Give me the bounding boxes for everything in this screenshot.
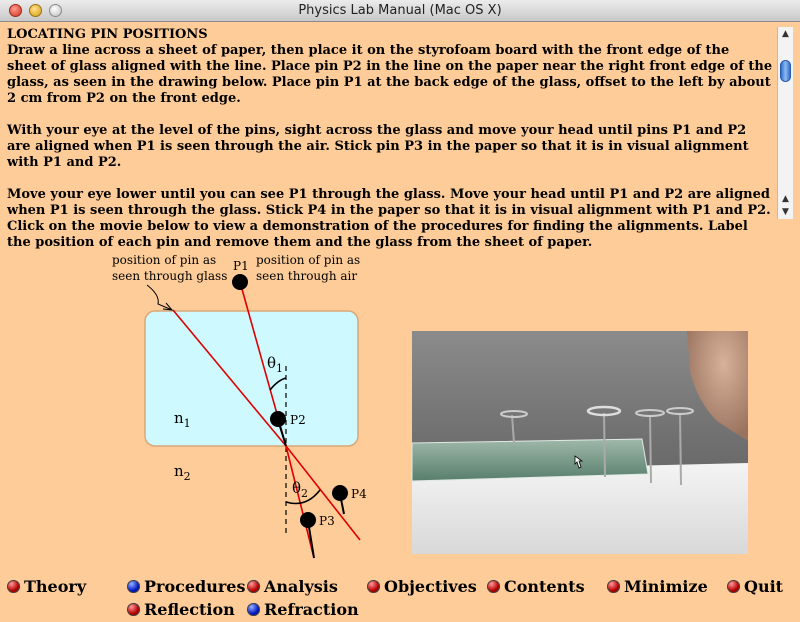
analysis-button[interactable]: Analysis <box>247 576 338 596</box>
red-bullet-icon <box>607 580 620 593</box>
quit-button[interactable]: Quit <box>727 576 783 596</box>
demonstration-movie[interactable] <box>412 331 748 554</box>
contents-button[interactable]: Contents <box>487 576 585 596</box>
paragraph-1: Draw a line across a sheet of paper, then place it on the styrofoam board with the front edge of the sheet of glass aligned with the line. Place pin P2 in the line on the paper near the right front edge of the glass, as seen in the drawing below. Place pin P1 at the back edge of the glass, offset to the left by about 2 cm from P2 on the front edge. <box>7 43 773 106</box>
label-p3: P3 <box>319 514 335 528</box>
refraction-button[interactable]: Refraction <box>247 599 359 619</box>
pin-p2 <box>270 411 286 427</box>
theory-button[interactable]: Theory <box>7 576 86 596</box>
red-bullet-icon <box>487 580 500 593</box>
objectives-button[interactable]: Objectives <box>367 576 477 596</box>
red-bullet-icon <box>7 580 20 593</box>
instructions-text <box>7 27 773 250</box>
procedures-button[interactable]: Procedures <box>127 576 246 596</box>
label-air-line1: position of pin as <box>256 253 361 267</box>
label-n2: $n_2$ <box>174 462 191 483</box>
refraction-diagram <box>100 240 400 570</box>
red-bullet-icon <box>247 580 260 593</box>
scroll-down-arrow-icon[interactable]: ▼ <box>782 207 789 217</box>
label-p2: P2 <box>290 413 306 427</box>
label-glass-line2: seen through glass <box>112 269 228 283</box>
pin-p1 <box>232 274 248 290</box>
pin-p4 <box>332 485 348 501</box>
text-scrollbar[interactable] <box>777 27 793 219</box>
navigation-bar <box>0 574 800 622</box>
window-title: Physics Lab Manual (Mac OS X) <box>298 3 502 18</box>
red-bullet-icon <box>727 580 740 593</box>
reflection-button[interactable]: Reflection <box>127 599 235 619</box>
glass-slab <box>412 439 648 481</box>
label-glass-line1: position of pin as <box>112 253 217 267</box>
label-p1: P1 <box>233 259 249 273</box>
title-bar <box>0 0 800 22</box>
minimize-button[interactable]: Minimize <box>607 576 708 596</box>
label-p4: P4 <box>351 487 367 501</box>
red-bullet-icon <box>127 603 140 616</box>
scroll-up-arrow-icon[interactable]: ▲ <box>782 29 789 39</box>
scroll-thumb[interactable] <box>780 60 791 82</box>
pin-p3 <box>300 512 316 528</box>
label-air-line2: seen through air <box>256 269 358 283</box>
movie-frame <box>412 331 748 554</box>
label-theta1: $\theta_1$ <box>267 354 284 375</box>
blue-bullet-icon <box>247 603 260 616</box>
label-n1: $n_1$ <box>174 409 191 430</box>
paragraph-2: With your eye at the level of the pins, sight across the glass and move your head until pins P1 and P2 are aligned when P1 is seen through the air. Stick pin P3 in the paper so that it is in visual alignment with P1 and P2. <box>7 123 749 170</box>
blue-bullet-icon <box>127 580 140 593</box>
label-theta2: $\theta_2$ <box>292 479 309 500</box>
scroll-up-arrow-lower-icon[interactable]: ▲ <box>782 194 789 204</box>
paragraph-3: Move your eye lower until you can see P1 through the glass. Move your head until P1 and P2 are aligned when P1 is seen through the glass. Stick P4 in the paper so that it is in visual alignment with P1 and P2. Click on the movie below to view a demonstration of the procedures for finding the alignments. Label the position of each pin and remove them and the glass from the sheet of paper. <box>7 187 771 250</box>
red-bullet-icon <box>367 580 380 593</box>
section-heading: LOCATING PIN POSITIONS <box>7 27 208 42</box>
